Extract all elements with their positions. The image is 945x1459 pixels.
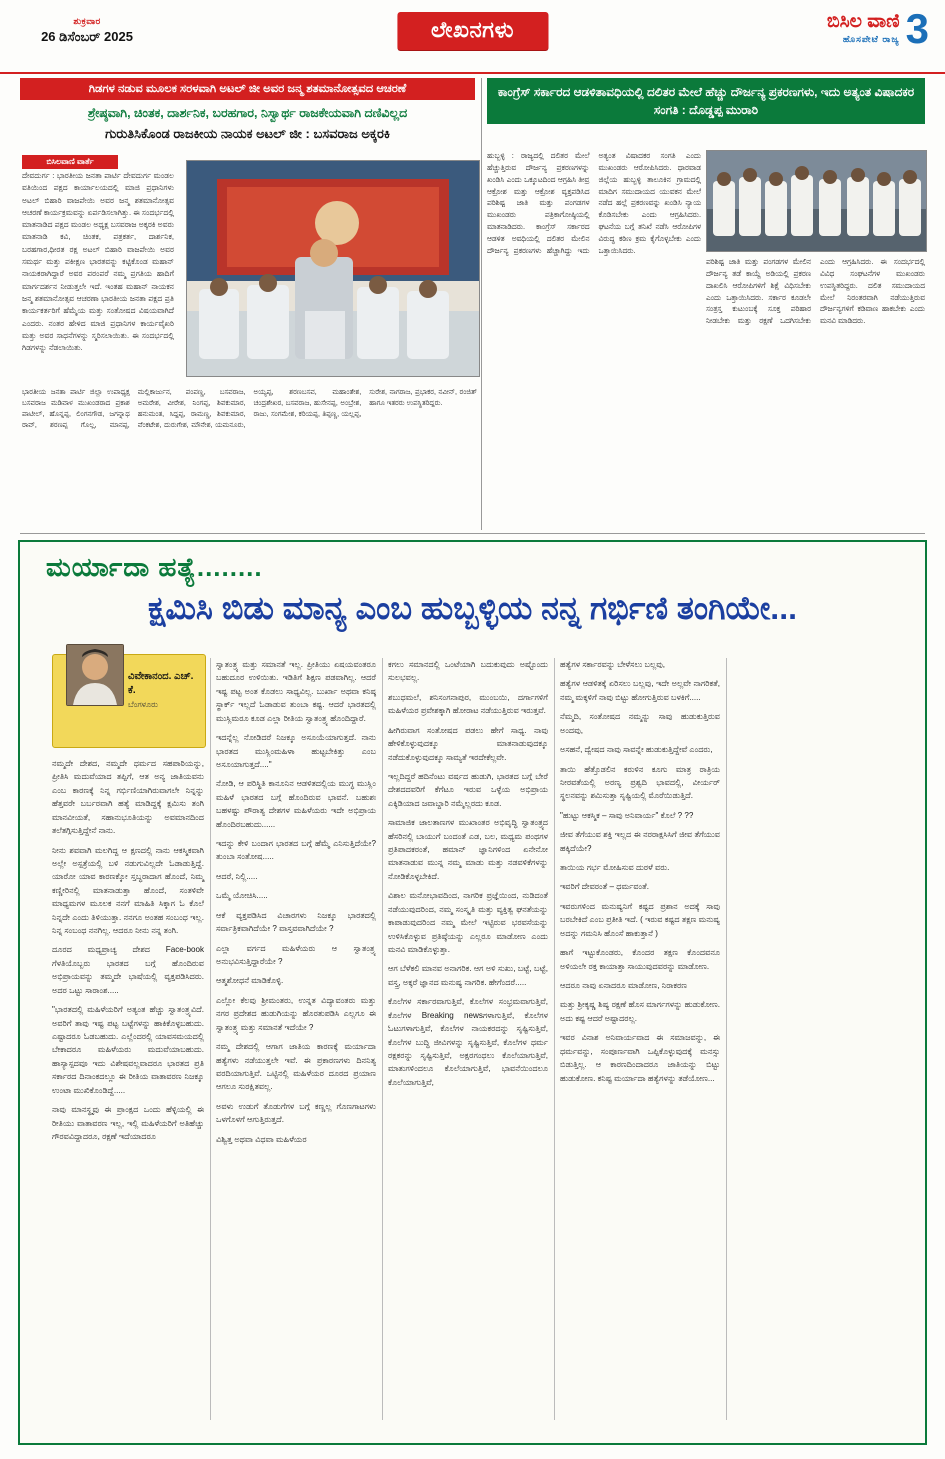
feature-paragraph: ಹಾಗೆ ಇಟ್ಟುಕೊಂಡರು, ಕೊಂದರ ತಕ್ಷಣ ಕೊಂದವನೂ ಅಳಿಯಲೇ ರಕ್ತ ಕಾಯಾತ್ತಾ ಸಾಯುವುದವರನ್ನು ಮಾಡೋಣ. — [560, 948, 720, 971]
right-story-body-1: ಹುಬ್ಬಳ್ಳಿ : ರಾಜ್ಯದಲ್ಲಿ ದಲಿತರ ಮೇಲೆ ಹೆಚ್ಚುತ್ತಿರುವ ದೌರ್ಜನ್ಯ ಪ್ರಕರಣಗಳನ್ನು ಖಂಡಿಸಿ ಎಂದು ಒಕ್ಕೂಟದಿಂದ ಆಗ್ರಹಿಸಿ ತೀವ್ರ ಆಕ್ರೋಶ ಮತ್ತು ಆಕ್ರೋಶ ವ್ಯಕ್ತಪಡಿಸಿದ ಪರಿಶಿಷ್ಟ ಜಾತಿ ಮತ್ತು ಪಂಗಡಗಳ ಮುಖಂಡರು ಪತ್ರಿಕಾಗೋಷ್ಠಿಯಲ್ಲಿ ಮಾತನಾಡಿದರು. ಕಾಂಗ್ರೆಸ್ ಸರ್ಕಾರದ ಆಡಳಿತ ಅವಧಿಯಲ್ಲಿ ದಲಿತರ ಮೇಲಿನ ದೌರ್ಜನ್ಯ ಪ್ರಕರಣಗಳು ಹೆಚ್ಚಾಗಿದ್ದು ಇದು ಅತ್ಯಂತ ವಿಷಾದಕರ ಸಂಗತಿ ಎಂದು ಮುಖಂಡರು ಆರೋಪಿಸಿದರು. ಧಾರವಾಡ ಜಿಲ್ಲೆಯ ಹುಬ್ಬಳ್ಳಿ ತಾಲೂಕಿನ ಗ್ರಾಮದಲ್ಲಿ ಮಾದಿಗ ಸಮುದಾಯದ ಯುವಕನ ಮೇಲೆ ನಡೆದ ಹಲ್ಲೆ ಪ್ರಕರಣವನ್ನು ಖಂಡಿಸಿ ನ್ಯಾಯ ಕೊಡಿಸಬೇಕು ಎಂದು ಆಗ್ರಹಿಸಿದರು. ಘಟನೆಯ ಬಗ್ಗೆ ತನಿಖೆ ನಡೆಸಿ ಆರೋಪಿಗಳ ವಿರುದ್ಧ ಕಠಿಣ ಕ್ರಮ ಕೈಗೊಳ್ಳಬೇಕು ಎಂದು ಒತ್ತಾಯಿಸಿದರು. — [487, 151, 701, 255]
author-location: ಬೆಂಗಳೂರು — [128, 700, 158, 709]
feature-paragraph: ವಿಶ್ವಿತ್ತ ಅಥವಾ ವಿಧವಾ ಮಹಿಳೆಯರ — [216, 1134, 307, 1144]
feature-paragraph: ಜೀವ ತೆಗೆಯುವ ಶಕ್ತಿ ಇಲ್ಲದ ಈ ನರರಾಕ್ಷಸಿಸಿಗೆ ಜೀವ ತೆಗೆಯುವ ಹಕ್ಕಿದೆಯೇ? — [560, 830, 720, 853]
feature-paragraph: ಅವಳು ಉಡುಗೆ ತೊಡುಗೆಗಳ ಬಗ್ಗೆ ಕಣ್ಣಲ್ಲ ಗೊಣಗಾಟಗಳು ಒಳಗೊಳಗೆ ಆಗುತ್ತಿರುತ್ತದೆ. — [216, 1101, 376, 1125]
feature-paragraph: ಶಬುಧಮಲೆ, ಶನಿಸಂಗನಾಪುರ, ಮುಂಬಯಿ, ದರ್ಗಾಗಳಿಗೆ ಮಹಿಳೆಯರ ಪ್ರವೇಶಕ್ಕಾಗಿ ಹೋರಾಟ ನಡೆಯುತ್ತಿರುವ ಇರುತ್ತವೆ. — [388, 692, 548, 716]
feature-paragraph: ದೂರದ ಮಧ್ಯಪ್ರಾಚ್ಯ ದೇಶದ Face-book ಗೆಳತಿಯೊಬ್ಬರು ಭಾರತದ ಬಗ್ಗೆ ಹೊಂದಿರುವ ಅಭಿಪ್ರಾಯವನ್ನು ತಮ್ಮದೇ ಭಾಷೆಯಲ್ಲಿ ವ್ಯಕ್ತಪಡಿಸಿದರು. ಅದರ ಒಟ್ಟು ಸಾರಾಂಶ..... — [52, 945, 204, 995]
feature-divider-3 — [554, 658, 555, 1420]
feature-paragraph: ನೆಮ್ಮದಿ, ಸಂತೋಷದ ನಮ್ಮನ್ನು ಸಾವು ಹುಡುಕುತ್ತಿರುವ ಅಂದವು, — [560, 712, 720, 735]
feature-column-5 — [732, 658, 894, 1418]
feature-paragraph: ಇವರುಗಳಿಂದ ಮನುಷ್ಯನಿಗೆ ಕಷ್ಟದ ಪ್ರಶಾನ ಅದಕ್ಕೆ ಸಾವು ಬರಬೇಕಿದೆ ಎಂಬ ಪ್ರತೀತಿ ಇದೆ. ( ಇರುವ ಕಷ್ಟದ ತಕ್ಷಣ ಮನುಷ್ಯ ಅದನ್ನು ಗಮನಿಸಿ ಹೊಂಸೆ ಹಾಕುತ್ತಾನೆ ) — [560, 901, 720, 938]
section-title: ಲೇಖನಗಳು — [397, 12, 548, 50]
feature-column-2 — [216, 658, 376, 1418]
feature-paragraph: ಆಕೆ ವ್ಯಕ್ತಪಡಿಸಿದ ವಿಚಾರಗಳು ನಿಜಕ್ಕೂ ಭಾರತದಲ್ಲಿ ಸರ್ವಾತ್ರಿಕವಾಗಿದೆಯೇ ? ವಾಸ್ತವವಾಗಿದೆಯೇ ? — [216, 910, 376, 934]
right-story-photo — [706, 150, 927, 252]
feature-paragraph: ಹೀಗಿರುವಾಗ ಸಂತೋಷದ ಪಡಲು ಹೇಗೆ ಸಾಧ್ಯ. ನಾವು ಹೇಳಿಕೊಳ್ಳುವುದಕ್ಕೂ ಮಾತನಾಡುವುದಕ್ಕೂ ನಡೆದುಕೊಳ್ಳುವುದಕ್ಕೂ ಸಾಮ್ಯತೆ ಇರದೇಕೆಲ್ಲವೇ. — [388, 725, 548, 762]
feature-paragraph: ನೋಡಿ, ಆ ಪರಿಸ್ಥಿತಿ ಕಾನೂನಿನ ಆಡಳಿತದಲ್ಲಿಯ ಮುಗ್ಧ ಮುಸ್ಲಿಂ ಮಹಿಳೆ ಭಾರತದ ಬಗ್ಗೆ ಹೊಂದಿರುವ ಭಾವನೆ. ಬಹುಶಃ ಬಹಳಷ್ಟು ಪೌರಾತ್ಯ ದೇಶಗಳ ಮಹಿಳೆಯರು ಇದೇ ಅಭಿಪ್ರಾಯ ಹೊಂದಿರಬಹುದು...... — [216, 779, 376, 829]
feature-paragraph: ಎಲ್ಲಾ ವರ್ಗದ ಮಹಿಳೆಯರು ಆ ಸ್ವಾತಂತ್ರ್ಯ ಅನುಭವಿಸುತ್ತಿದ್ದಾರೆಯೇ ? — [216, 943, 376, 967]
right-story-body-2: ಪರಿಶಿಷ್ಟ ಜಾತಿ ಮತ್ತು ಪಂಗಡಗಳ ಮೇಲಿನ ದೌರ್ಜನ್ಯ ತಡೆ ಕಾಯ್ದೆ ಅಡಿಯಲ್ಲಿ ಪ್ರಕರಣ ದಾಖಲಿಸಿ ಆರೋಪಿಗಳಿಗೆ ಶಿಕ್ಷೆ ವಿಧಿಸಬೇಕು ಎಂದು ಒತ್ತಾಯಿಸಿದರು. ಸರ್ಕಾರ ಕೂಡಲೇ ಸಂತ್ರಸ್ತ ಕುಟುಂಬಕ್ಕೆ ಸೂಕ್ತ ಪರಿಹಾರ ನೀಡಬೇಕು ಮತ್ತು ರಕ್ಷಣೆ ಒದಗಿಸಬೇಕು ಎಂದು ಆಗ್ರಹಿಸಿದರು. ಈ ಸಂದರ್ಭದಲ್ಲಿ ವಿವಿಧ ಸಂಘಟನೆಗಳ ಮುಖಂಡರು ಉಪಸ್ಥಿತರಿದ್ದರು. ದಲಿತ ಸಮುದಾಯದ ಮೇಲೆ ನಿರಂತರವಾಗಿ ನಡೆಯುತ್ತಿರುವ ದೌರ್ಜನ್ಯಗಳಿಗೆ ಕಡಿವಾಣ ಹಾಕಬೇಕು ಎಂದು ಮನವಿ ಮಾಡಿದರು. — [706, 257, 925, 326]
feature-paragraph: ಇವರ ವಿನಾಶ ಅನಿವಾರ್ಯವಾದ ಈ ಸಮಾಜವನ್ನು, ಈ ಧರ್ಮವನ್ನು, ಸಂಪೂರ್ಣವಾಗಿ ಒಪ್ಪಿಕೊಳ್ಳುವುದಕ್ಕೆ ಮನಸ್ಸು ಬಿಡುತ್ತಿಲ್ಲ. ಆ ಕಾರಣದಿಂದಾದರೂ ಜಾತಿಯನ್ನು ಬಿಟ್ಟು ಹುಡುಕೋಣ. ಕನಿಷ್ಟ ಮರ್ಯಾದಾ ಹತ್ಯೆಗಳನ್ನು ತಡೆಯೋಣ... — [560, 1033, 720, 1083]
feature-column-3 — [388, 658, 548, 1418]
column-divider — [481, 78, 482, 530]
feature-paragraph: ನಮ್ಮ ದೇಶದಲ್ಲಿ ಆಗಾಗ ಜಾತಿಯ ಕಾರಣಕ್ಕೆ ಮರ್ಯಾದಾ ಹತ್ಯೆಗಳು ನಡೆಯುತ್ತಲೇ ಇವೆ. ಈ ಪ್ರಕಾರಣಗಳು ದಿನನಿತ್ಯ ವರದಿಯಾಗುತ್ತಿವೆ. ಒಟ್ಟಿನಲ್ಲಿ ಮಹಿಳೆಯರ ದೂರದ ಪ್ರಯಾಣ ಆಗಲೂ ಸುರಕ್ಷಿತವಲ್ಲ. — [216, 1042, 376, 1092]
feature-divider-2 — [382, 658, 383, 1420]
left-story-byline: ಬಿಸಿಲವಾಣಿ ವಾರ್ತೆ — [22, 155, 118, 169]
feature-divider-4 — [726, 658, 727, 1420]
feature-paragraph: ಕೊಲೆಗಳ ಸರ್ಕಾರವಾಗುತ್ತಿವೆ, ಕೊಲೆಗಳ ಸಂಭ್ರಮವಾಗುತ್ತಿವೆ, ಕೊಲೆಗಳ Breaking newsಗಳಾಗುತ್ತಿವೆ, ಕೊಲೆಗಳ ಓಟುಗಳಾಗುತ್ತಿವೆ, ಕೊಲೆಗಳ ನಾಯಕರದನ್ನು ಸೃಷ್ಟಿಸುತ್ತಿವೆ, ಕೊಲೆಗಳ ಬುದ್ಧಿ ಜೀವಿಗಳನ್ನು ಸೃಷ್ಟಿಸುತ್ತಿವೆ, ಕೊಲೆಗಳ ಧರ್ಮ ರಕ್ಷಕರನ್ನು ಸೃಷ್ಟಿಸುತ್ತಿವೆ, ಅಕ್ಷರಗಂಧಲು ಕೊಲೆಯಾಗುತ್ತಿವೆ, ಮಾತುಗಳಿಂದಲೂ ಕೊಲೆಯಾಗುತ್ತಿವೆ, ಭಾವನೆಯಿಂದಲೂ ಕೊಲೆಯಾಗುತ್ತಿವೆ, — [388, 997, 548, 1087]
left-story-attendees: ಭಾರತೀಯ ಜನತಾ ಪಾರ್ಟಿ ಜಿಲ್ಲಾ ಉಪಾಧ್ಯಕ್ಷ ಬಸವರಾಜ ಮಡಿವಾಳ ಮುಖಂಡರಾದ ಪ್ರಕಾಶ ಪಾಟೀಲ್, ಹೊನ್ನಪ್ಪ, ಲಿಂಗನಗೌಡ, ಜಗನ್ನಾಥ ರಾವ್, ಶರಣಪ್ಪ ಗೊಲ್ಲ, ಮಾನಪ್ಪ, ಮಲ್ಲಿಕಾರ್ಜುನ, ಪಂಪಣ್ಣ, ಬಸವರಾಜ, ಅಮರೇಶ, ವೀರೇಶ, ನಿಂಗಪ್ಪ, ಶಿವಕುಮಾರ, ಹನುಮಂತ, ಸಿದ್ದಪ್ಪ, ರಾಮಣ್ಣ, ಶಿವಕುಮಾರ, ವೆಂಕಟೇಶ, ದುರುಗೇಶ, ಮೌನೇಶ, ಯಮನೂರು, ಅಯ್ಯಪ್ಪ, ಶರಣಬಸವ, ಮಹಾಂತೇಶ, ಚಂದ್ರಶೇಖರ, ಬಸವರಾಜ, ಹುಸೇನಪ್ಪ, ಅಂಬ್ರೇಶ, ರಾಜು, ಸಂಗಮೇಶ, ಕರಿಯಪ್ಪ, ತಿಪ್ಪಣ್ಣ, ಯಲ್ಲಪ್ಪ, ಸುರೇಶ, ನಾಗರಾಜ, ಪ್ರಭಾಕರ, ನವೀನ್, ರಂಜಿತ್ ಹಾಗೂ ಇತರರು ಉಪಸ್ಥಿತರಿದ್ದರು. — [22, 389, 477, 429]
avatar-illustration — [67, 645, 123, 705]
photo-illustration — [187, 161, 479, 376]
feature-paragraph: ಆದರೂ ನಾವು ಏನಾದರೂ ಮಾಡೋಣ, ನಿರಾಕರಣ — [560, 981, 688, 991]
feature-column-1 — [52, 757, 204, 1417]
section-divider — [20, 533, 925, 534]
feature-paragraph: ಆತ್ಮಶೋಧನೆ ಮಾಡಿಕೊಳ್ಳಿ. — [216, 976, 284, 986]
feature-paragraph: ಇಲ್ಲದಿದ್ದರೆ ಹದಿನೆಂಟು ವರ್ಷದ ಹುಡುಗಿ, ಭಾರತದ ಬಗ್ಗೆ ಬೇರೆ ದೇಶದದವರಿಗೆ ಕೆಗೆಟೂ ಇರುವ ಒಳ್ಳೆಯ ಅಭಿಪ್ರಾಯ ಎಕ್ಕಿಡಿಯಾದ ಜವಾಬ್ದಾರಿ ನಮ್ಮೆಲ್ಲರದು ಕೂಡ. — [388, 771, 548, 808]
photo-illustration-2 — [707, 151, 926, 251]
weekday-label: ಶುಕ್ರವಾರ — [73, 16, 101, 26]
brand-block — [826, 5, 929, 52]
feature-kicker: ಮರ್ಯಾದಾ ಹತ್ಯೆ........ — [46, 552, 263, 582]
feature-paragraph: ಇದನ್ನು ಕೇಳಿ ಬಂದಾಗ ಭಾರತದ ಬಗ್ಗೆ ಹೆಮ್ಮೆ ಎನಿಸುತ್ತಿದೆಯೇ? ತುಂಬಾ ಸಂತೋಷ..... — [216, 839, 376, 862]
feature-paragraph: ಒಮ್ಮೆ ಯೋಚಿಸಿ..... — [216, 891, 268, 901]
masthead — [0, 0, 945, 74]
feature-paragraph: ಇದನ್ನೆಲ್ಲ ನೋಡಿದರೆ ನಿಜಕ್ಕೂ ಅಸೂಯೆಯಾಗುತ್ತದೆ. ನಾನು ಭಾರತದ ಮುಸ್ಲಿಂಮಹಿಳಾ ಹುಟ್ಟಬೇಕಿತ್ತು ಎಂಬ ಅಸೂಯಾಗುತ್ತದೆ...." — [216, 733, 376, 769]
brand-name: ಬಿಸಿಲ ವಾಣಿ — [826, 11, 900, 33]
brand-edition: ಹೊಸಪೇಟೆ ರಾಜ್ಯ — [842, 34, 900, 45]
left-story-subbanner: ಶ್ರೇಷ್ಠವಾಗಿ, ಚಿಂತಕ, ದಾರ್ಶನಿಕ, ಬರಹಗಾರ, ನಿಸ್ವಾರ್ಥ ರಾಜಕೇಯವಾಗಿ ದಣಿವಿಲ್ಲದ — [87, 105, 408, 120]
right-story-banner: ಕಾಂಗ್ರೆಸ್ ಸರ್ಕಾರದ ಆಡಳಿತಾವಧಿಯಲ್ಲಿ ದಲಿತರ ಮೇಲೆ ಹೆಚ್ಚು ದೌರ್ಜನ್ಯ ಪ್ರಕರಣಗಳು, ಇದು ಅತ್ಯಂತ ವಿಷಾದಕರ ಸಂಗತಿ : ದೊಡ್ಡಪ್ಪ ಮುರಾರಿ — [487, 78, 925, 124]
feature-paragraph: ನಾವು ಮಾನಸ್ಥೃವು ಈ ಪ್ರಾಂಕ್ಷದ ಒಂದು ಹೆಳ್ಳಿಯಲ್ಲಿ ಈ ರೀತಿಯು ವಾತಾವರಣ ಇಲ್ಲ, ಇಲ್ಲಿ ಮಹಿಳೆಯರಿಗೆ ಅತಿಹೆಚ್ಚು ಗೌರವವಿದ್ದಾದರೂ, ರಕ್ಷಣೆ ಇದೆಯಾದರೂ — [52, 1105, 204, 1141]
page-number: 3 — [905, 5, 929, 52]
feature-paragraph: "ಹುಟ್ಟು ಆಕಸ್ಮಿಕ – ಸಾವು ಅನಿವಾರ್ಯ" ಕೊಲೆ ? ?? — [560, 810, 694, 820]
feature-paragraph: ಸ್ವಾತಂತ್ರ್ಯ ಮತ್ತು ಸಮಾನತೆ ಇಲ್ಲ. ಪ್ರೀತಿಯು ಏಷಯವಂತರೂ ಬಹುದೂರ ಉಳಿಯಿತು. ಇಡಿತಿಗೆ ಶಿಕ್ಷಣ ಪಡವಾಗಿಲ್ಲ. ಆದರೆ ಇಷ್ಟ ಪಟ್ಟ ಅಂತ ಕೊಡಲು ಸಾಧ್ಯವಿಲ್ಲ. ಬುರ್ಖಾ ಅಥವಾ ಕನಿಷ್ಠ ಸ್ಥಾರ್ಕ್ ಇಲ್ಲದೆ ಓಡಾಡುವ ತುಂಬಾ ಕಷ್ಟ. ಆದರೆ ಭಾರತದಲ್ಲಿ ಮುಸ್ಲಿಮರೂ ಕೂಡ ಎಲ್ಲಾ ರೀತಿಯ ಸ್ವಾತಂತ್ರ್ಯ ಹೊಂದಿದ್ದಾರೆ. — [216, 660, 376, 723]
feature-column-4 — [560, 658, 720, 1418]
feature-divider-1 — [210, 658, 211, 1420]
author-avatar — [66, 644, 124, 706]
author-name: ವಿವೇಕಾನಂದ. ಎಚ್. ಕೆ. — [128, 671, 194, 696]
feature-paragraph: ಮತ್ತು ಶ್ರೀಕೃಷ್ಣ ಶಿಷ್ಯ ರಕ್ಷಣೆ ಹೊಸ ಮಾರ್ಗಗಳನ್ನು ಹುಡುಕೋಣ. ಅದು ಕಷ್ಟ ಆದರೆ ಅಷ್ಟಾದರಲ್ಲ. — [560, 1000, 720, 1023]
feature-paragraph: ಸಾಮಾಜಿಕ ಜಾಲತಾಣಗಳ ಮುಖಾಂತರ ಅಭಿವೃದ್ಧಿ ಸ್ವಾತಂತ್ರ್ಯದ ಹೆಸರಿನಲ್ಲಿ ಬಾಯುಗೆ ಬಂದಂತೆ ಎಡ, ಬಲ, ಮಧ್ಯಮ ಪಂಥಗಳ ಪ್ರತಿಪಾದಕರಂತೆ, ಹಮಾನ್ ಜ್ಞಾನಿಗಳಿಂದ ಏನೇನೋ ಮಾತನಾಡುವ ಮುನ್ನ ನಮ್ಮ ಮಾಡು ಮತ್ತು ನಡವಳಿಕೆಗಳನ್ನು ನೋಡಿಕೊಳ್ಳಬೇಕಿದೆ. — [388, 818, 548, 881]
feature-paragraph: ತಾಯಿ ಹೆತ್ತೊಡಲಿನ ಕರುಳಿನ ಕೂಗು ಮಾತ್ರ ರಾತ್ರಿಯ ನೀರವತೆಯಲ್ಲಿ ಅರಣ್ಯ ಪ್ರಶ್ವದಿ ಭಾವದಲ್ಲಿ, ವೀರ್ಯರ್ ಸ್ಥಲನವನ್ನು ಶಮಿಸುತ್ತಾ ಸೃಷ್ಟಿಯಲ್ಲಿ ಮೊರೆಯಿಡುತ್ತಿದೆ. — [560, 764, 720, 801]
left-story-banner: ಗಿಡಗಳ ನಡುವ ಮೂಲಕ ಸರಳವಾಗಿ ಅಟಲ್ ಜೀ ಅವರ ಜನ್ಮ ಶತಮಾನೋತ್ಸವದ ಆಚರಣೆ — [20, 78, 475, 100]
feature-paragraph: ಕಗಲು ಸಮಾನದಲ್ಲಿ ಒಂಟೆಯಾಗಿ ಬದುಕುವುದು ಅಷ್ಟೊಂದು ಸುಲಭವಲ್ಲ. — [388, 660, 548, 683]
left-story-body: ದೇವದುರ್ಗ : ಭಾರತೀಯ ಜನತಾ ಪಾರ್ಟಿ ದೇವದುರ್ಗ ಮಂಡಲ ವತಿಯಿಂದ ಪಕ್ಷದ ಕಾರ್ಯಾಲಯದಲ್ಲಿ ಮಾಜಿ ಪ್ರಧಾನಿಗಳು ಅಟಲ್ ಬಿಹಾರಿ ವಾಜಪೇಯಿ ಅವರ ಜನ್ಮ ಶತಮಾನೋತ್ಸವ ಆಚರಣೆ ಕಾರ್ಯಕ್ರಮವನ್ನು ಏರ್ಪಡಿಸಲಾಗಿತ್ತು. ಈ ಸಂದರ್ಭದಲ್ಲಿ ಮಾತನಾಡಿದ ಪಕ್ಷದ ಮಂಡಲ ಅಧ್ಯಕ್ಷ ಬಸವರಾಜ ಅಕ್ಕರಕಿ ಅವರು ಮಾತನಾಡಿ ಕವಿ, ಚಿಂತಕ, ಪತ್ರಕರ್ತ, ದಾರ್ಶನಿಕ, ಬರಹಗಾರ,ಧೀರತ ರಕ್ಷ ಅಟಲ್ ಬಿಹಾರಿ ವಾಜಪೇಯಿ ಅವರ ಸಮರ್ಥ ಮತ್ತು ಪಕೀಕ್ಷಣ ಭಾರತವನ್ನು ಕಟ್ಟಿಕೊಂಡ ಮಹಾನ್ ನಾಯಕರಾಗಿದ್ದಾರೆ ಅವರ ಪರಂಪರೆ ನಮ್ಮ ಪ್ರಗತಿಯ ಹಾದಿಗೆ ಮಾರ್ಗದರ್ಶನ ನೀಡುತ್ತಲೇ ಇದೆ. ಇಂತಹ ಮಹಾನ್ ನಾಯಕನ ಜನ್ಮ ಶತಮಾನೋತ್ಸವ ಆಚರಣಾ ಭಾರತೀಯ ಜನತಾ ಪಕ್ಷದ ಪ್ರತಿ ಕಾರ್ಯಕರ್ತರಿಗೆ ಹೆಮ್ಮೆಯ ಮತ್ತು ಸಂತೋಷದ ವಿಷಯವಾಗಿದೆ ಎಂದರು. ನಂತರ ಹೇಳಿದ ಮಾಜಿ ಪ್ರಧಾನಿಗಳ ಕಾರ್ಯವೈಖರಿ ಮತ್ತು ಅವರ ಸಾಧನೆಗಳನ್ನು ಸ್ಮರಿಸಲಾಯಿತು. ಈ ಸಂದರ್ಭದಲ್ಲಿ ಗಿಡಗಳನ್ನು ನೆಡಲಾಯಿತು. — [22, 171, 174, 353]
feature-paragraph: ಆಗ ಬೆಳೆಕಲಿ ಮಾನವ ಅನಾಗರಿಕ. ಆಗ ಅಳಿ ಸುಖು, ಬಟ್ಟೆ, ಬಟ್ಟೆ, ವಸ್ತ್ರ, ಅಕ್ಕರೆ ಜ್ಞಾನದ ಮನುಷ್ಯ ನಾಗರಿಕ. ಹೇಗೆಂದರೆ..... — [388, 964, 548, 987]
date-label: 26 ಡಿಸೆಂಬರ್ 2025 — [41, 29, 133, 44]
feature-paragraph: ನೀನು ಶವವಾಗಿ ಮಲಗಿದ್ದ ಆ ಕ್ಷಣದಲ್ಲಿ ನಾನು ಆಕಸ್ಮಿಕವಾಗಿ ಅಲ್ಲೇ ಅಸ್ಪತ್ರೆಯಲ್ಲಿ ಬಳಿ ನಡುಗುವಿಲ್ಲದೇ ಓಡಾಡುತ್ತಿದ್ದೆ. ಯಾರೋ ಯಾವ ಕಾರಣಕ್ಕೋ ಸ್ತಬ್ಧರಾದಾಗ ಹೊಂದೆ, ನಿಮ್ಮ ಕಣ್ಣೀರಿನಲ್ಲಿ ಮಾತನಾಡುತ್ತಾ ಹೊಂದೆ, ಸಂತಳಿವೇ ಮಾಧ್ಯಮಗಳ ಮೂಲಕ ನನಗೆ ಮಾಹಿತಿ ಸಿಕ್ಕಾಗ ಓ ಕೊಲೆ ನಿನ್ನದೇ ಎಂದು ತಿಳಿಯುತ್ತಾ. ನನಗೂ ಅಂತಹ ಸಂಬಂಧ ಇಲ್ಲ. ನಿನ್ನ ಸಂಬಂಧ ನನಗಿಲ್ಲ. ಆದರೂ ನೀನು ನನ್ನ ತಂಗಿ. — [52, 845, 204, 936]
date-block — [22, 16, 152, 45]
feature-paragraph: ಹತ್ಯೆಗಳ ಸರ್ಕಾರವನ್ನು ಬೇಳೆಸಲು ಬಲ್ಲವು, — [560, 660, 666, 669]
feature-paragraph: "ಭಾರತದಲ್ಲಿ ಮಹಿಳೆಯರಿಗೆ ಅತ್ಯಂತ ಹೆಚ್ಚು ಸ್ವಾತಂತ್ರ್ಯವಿದೆ. ಅವರಿಗೆ ತಾವು ಇಷ್ಟ ಪಟ್ಟ ಬಟ್ಟೆಗಳನ್ನು ಹಾಕಿಕೊಳ್ಳಬಹುದು. ಎಷ್ಟಾದರೂ ಓಡಬಹುದು. ಎಲ್ಲೆಂದರಲ್ಲಿ ಯಾವಸಮಯದಲ್ಲಿ ಬೇಕಾದರೂ ಮಹಿಳೆಯರು ಮದುವೆಯಾಬಹುದು. ಹಾಸ್ಯಾಸ್ಪದವೂ ಇದು ವಿಶೇಷವಲ್ಲವಾದರೂ ಭಾರತದ ಪ್ರತಿ ಸರ್ಕಾರದ ದಿನಾಂಕದಲ್ಲೂ ಈ ರೀತಿಯ ವಾತಾವರಣ ನಿಜಕ್ಕೂ ಉಂಟಾ ಮುಖಿಕೊಂಡಿದ್ದೆ..... — [52, 1005, 204, 1095]
feature-article — [18, 540, 927, 1445]
feature-headline: ಕ್ಷಮಿಸಿ ಬಿಡು ಮಾನ್ಯ ಎಂಬ ಹುಬ್ಬಳ್ಳಿಯ ನನ್ನ ಗರ್ಭಿಣಿ ತಂಗಿಯೇ... — [148, 590, 797, 626]
feature-paragraph: ಆದರೆ, ನಿಲ್ಲಿ..... — [216, 871, 258, 881]
left-story-headline: ಗುರುತಿಸಿಕೊಂಡ ರಾಜಕೀಯ ನಾಯಕ ಅಟಲ್ ಜೀ : ಬಸವರಾಜ ಅಕ್ಕರಕಿ — [105, 126, 390, 141]
feature-paragraph: ಎಲ್ಲೋ ಕೆಲವು ಶ್ರೀಮಂತರು, ಉನ್ನತ ವಿದ್ಯಾವಂತರು ಮತ್ತು ನಗರ ಪ್ರದೇಶದ ಹುಡುಗಿಯನ್ನು ಹೊರತುಪಡಿಸಿ ಎಲ್ಲಗೂ ಈ ಸ್ವಾತಂತ್ರ್ಯ ಮತ್ತು ಸಮಾನತೆ ಇದೆಯೇ ? — [216, 995, 376, 1032]
feature-paragraph: ಅಸಹನೆ, ದ್ವೇಷದ ನಾವು ಸಾವನ್ನೇ ಹುಡುಕುತ್ತಿದ್ದೇವೆ ಎಂದರು, — [560, 745, 713, 755]
left-story-photo — [186, 160, 480, 377]
feature-paragraph: ಇವರಿಗೆ ದೇವರಂತೆ – ಧರ್ಮವಂತೆ. — [560, 882, 650, 892]
feature-paragraph: ನಮ್ಮದೇ ದೇಶದ, ನಮ್ಮದೇ ಧರ್ಮದ ಸಹಪಾಠಿಯನ್ನು, ಪ್ರೀತಿಸಿ ಮದುವೆಯಾದ ತಪ್ಪಿಗೆ, ಆತ ಅನ್ಯ ಜಾತಿಯವನು ಎಂಬ ಕಾರಣಕ್ಕೆ ನಿನ್ನ ಗರ್ಭಿಣಿಯಾಗಿರುವಾಗಲೇ ನಿನ್ನನ್ನು ಹೆತ್ತವರೇ ಬರ್ಬರವಾಗಿ ಹತ್ಯೆ ಮಾಡಿದ್ದಕ್ಕೆ ಕ್ಷಮಿಸು ತಂಗಿ ಮಾನವೀಯತೆ, ಸಹಾನುಭೂತಿಯನ್ನು ಅವಮಾನದಿಂದ ತಲೆತಗ್ಗಿಸುತ್ತಿದ್ದೇನೆ ನಾನು. — [52, 759, 204, 836]
feature-paragraph: ತಾಯಿಯ ಗರ್ಭ ಮೋಹಿಸುವ ದುರಳೆ ವರು. — [560, 863, 670, 873]
feature-paragraph: ವಿಶಾಲ ಮನೋಭಾವದಿಂದ, ನಾಗರಿಕ ಪ್ರಜ್ಞೆಯಿಂದ, ನುಡಿದಂತೆ ನಡೆಯುವುದರಿಂದ, ನಮ್ಮ ಸಂಸ್ಕೃತಿ ಮತ್ತು ವ್ಯಕ್ತಿತ್ವ ಘನತೆಯನ್ನು ಕಾಪಾಡುವುದರಿಂದ ನಮ್ಮ ಮೇಲೆ ಇಟ್ಟಿರುವ ಭರವಸೆಯನ್ನು ಉಳಿಸಿಕೊಳ್ಳುವ ಪ್ರತಿಷ್ಠೆಯನ್ನು ಎಲ್ಲರೂ ಮಾಡೋಣ ಎಂದು ಮನವಿ ಮಾಡಿಕೊಳ್ಳುತ್ತಾ. — [388, 891, 548, 955]
feature-paragraph: ಹತ್ಯೆಗಳ ಆಡಳಿತಕ್ಕೆ ಏರಿಸಲು ಬಲ್ಲವು, ಇದೇ ಅಲ್ಲವೇ ನಾಗರಿಕತೆ, ನಮ್ಮ ಮಕ್ಕಳಿಗೆ ನಾವು ಬಿಟ್ಟು ಹೋಗುತ್ತಿರುವ ಬಳಕಿಗೆ..... — [560, 679, 720, 702]
